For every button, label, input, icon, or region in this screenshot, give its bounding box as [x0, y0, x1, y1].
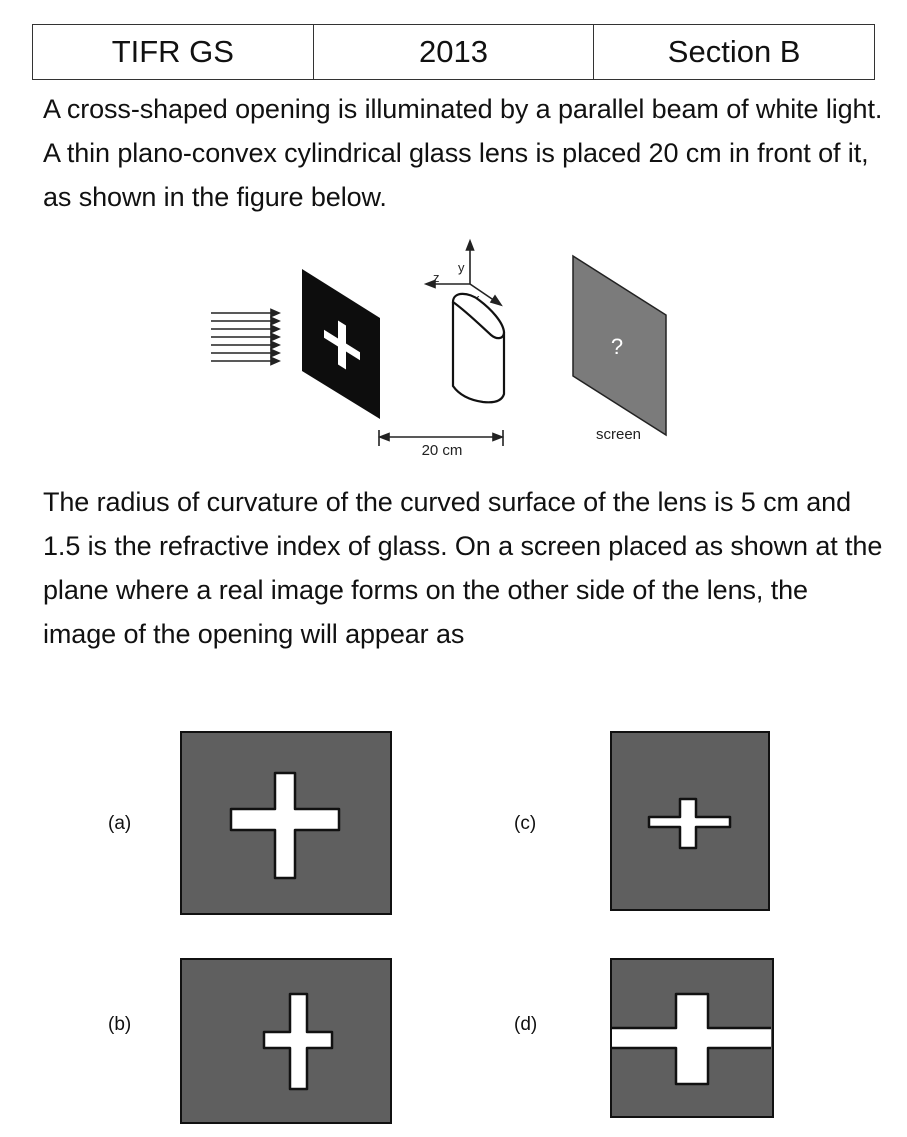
question-body: The radius of curvature of the curved surface of the lens is 5 cm and 1.5 is the refractive index of glass. On a screen placed as shown at the plane where a real image forms on the other side of the lens, the image of the opening will appear as [43, 487, 883, 649]
option-d-image[interactable] [610, 958, 774, 1118]
header-table [32, 24, 875, 80]
option-b-cross [264, 994, 332, 1089]
axis-y-label: y [458, 260, 465, 275]
cross-opening-plate [302, 269, 380, 419]
setup-figure [207, 236, 687, 466]
option-d-cross [612, 994, 771, 1084]
option-a-image[interactable] [180, 731, 392, 915]
distance-label: 20 cm [421, 442, 463, 459]
option-a-label[interactable]: (a) [108, 813, 132, 834]
option-c-cross [649, 799, 730, 848]
cylindrical-lens [453, 294, 504, 402]
exam-year: 2013 [313, 25, 594, 80]
light-beam-arrows [211, 310, 279, 365]
axis-z-label: z [433, 270, 440, 285]
option-b-label[interactable]: (b) [108, 1014, 132, 1035]
exam-section: Section B [594, 25, 875, 80]
screen-question-mark: ? [610, 334, 624, 359]
option-c-image[interactable] [610, 731, 770, 911]
option-c-label[interactable]: (c) [514, 813, 537, 834]
question-intro: A cross-shaped opening is illuminated by a parallel beam of white light. A thin plano-convex cylindrical glass lens is placed 20 cm in front of it, as shown in the figure below. [43, 94, 883, 212]
option-b-image[interactable] [180, 958, 392, 1124]
screen-label: screen [596, 426, 642, 443]
option-d-label[interactable]: (d) [514, 1014, 538, 1035]
option-a-cross [231, 773, 339, 878]
exam-name: TIFR GS [33, 25, 314, 80]
